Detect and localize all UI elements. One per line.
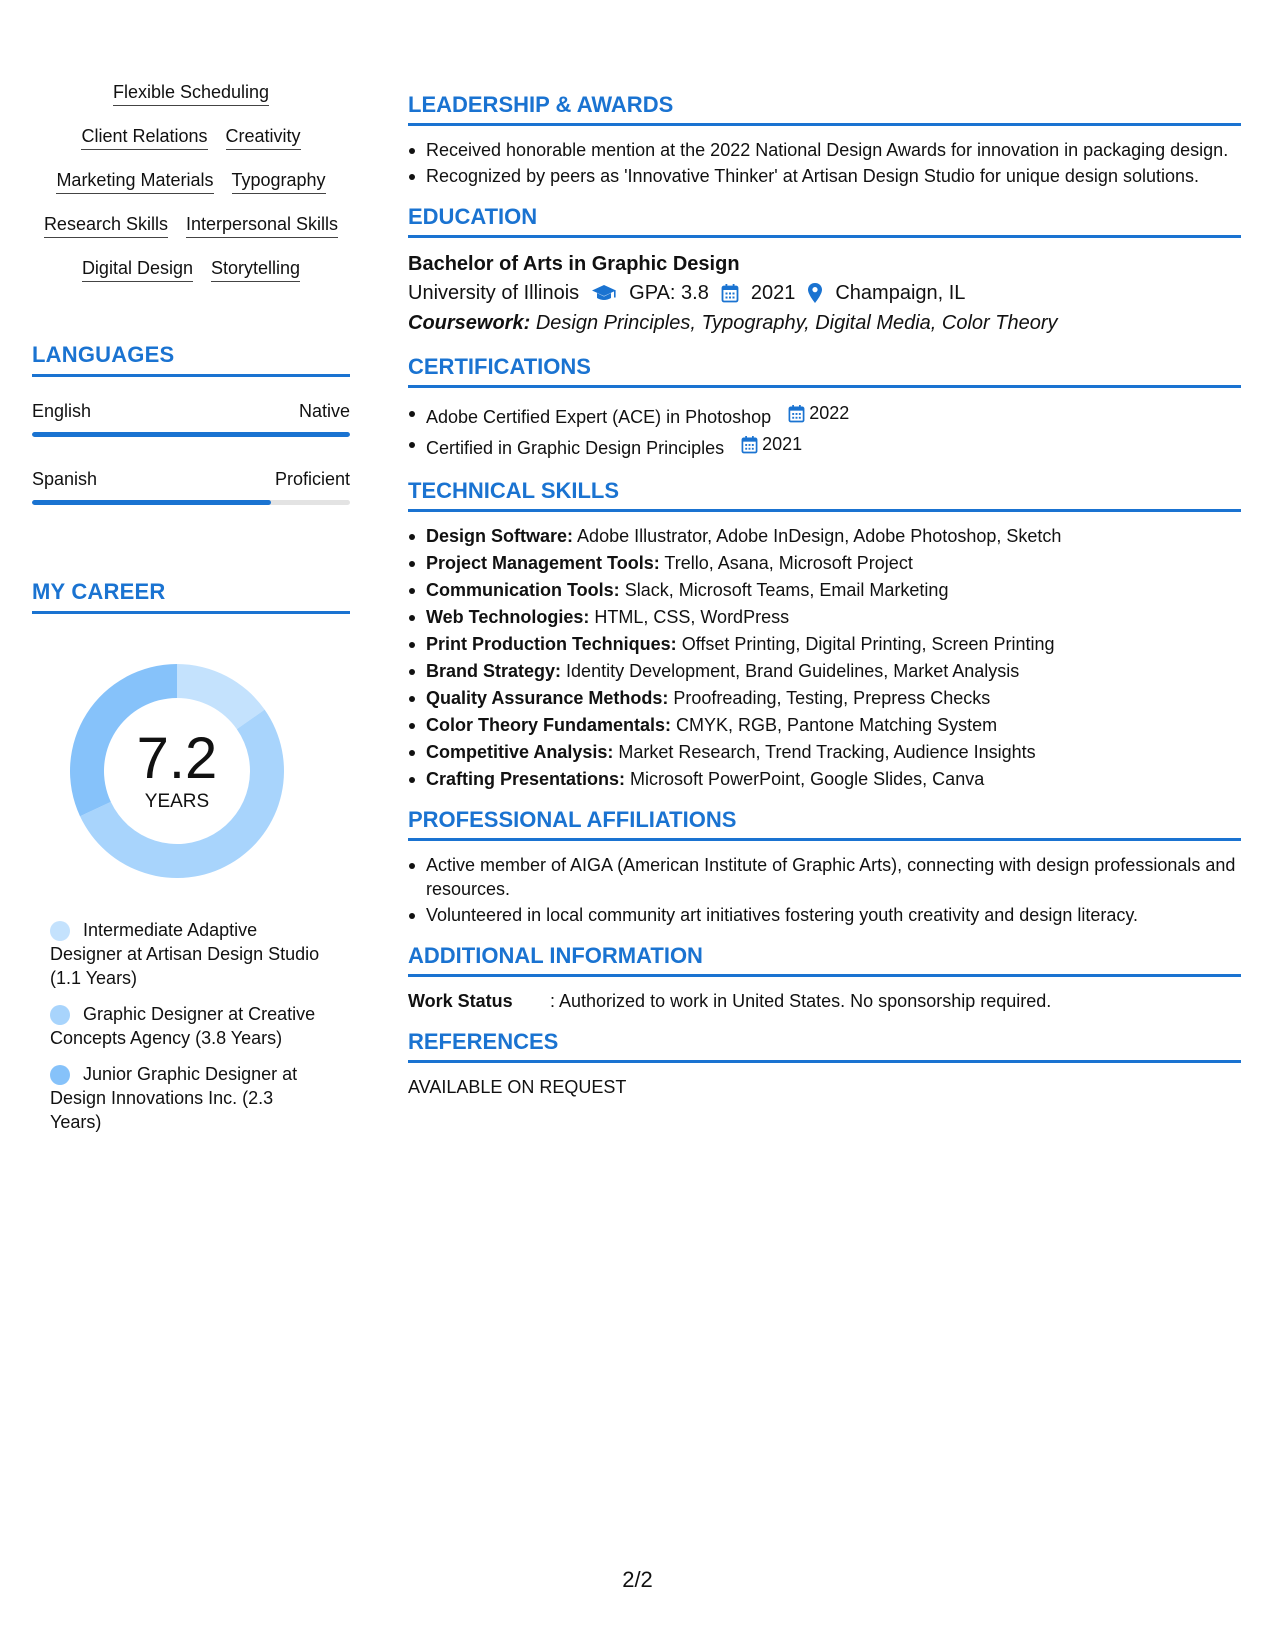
career-legend-item xyxy=(50,1002,322,1050)
list-item: Volunteered in local community art initiatives fostering youth creativity and design literacy. xyxy=(408,903,1241,927)
skills-tags xyxy=(32,80,350,300)
legend-dot xyxy=(50,1005,70,1025)
career-legend xyxy=(32,918,322,1134)
coursework-value: Design Principles, Typography, Digital Media, Color Theory xyxy=(535,312,1058,334)
skill-tag: Typography xyxy=(232,168,326,194)
skill-tag: Storytelling xyxy=(211,256,300,282)
education-section xyxy=(408,204,1241,338)
calendar-icon xyxy=(721,283,739,303)
language-proficiency-fill xyxy=(32,500,271,505)
skill-values: Microsoft PowerPoint, Google Slides, Canva xyxy=(630,769,985,789)
skill-values: Identity Development, Brand Guidelines, Market Analysis xyxy=(566,661,1020,681)
list-item xyxy=(408,431,1241,462)
languages-heading: LANGUAGES xyxy=(32,342,350,377)
languages-section xyxy=(32,342,350,505)
school-name: University of Illinois xyxy=(408,282,580,304)
list-item xyxy=(408,740,1241,764)
skill-values: CMYK, RGB, Pantone Matching System xyxy=(676,715,998,735)
career-heading: MY CAREER xyxy=(32,579,350,614)
technical-skills-section xyxy=(408,478,1241,791)
skill-tag: Digital Design xyxy=(82,256,193,282)
skill-tag: Research Skills xyxy=(44,212,168,238)
career-legend-label: Intermediate Adaptive Designer at Artisan Design Studio (1.1 Years) xyxy=(50,920,320,988)
language-name: Spanish xyxy=(32,469,98,489)
additional-info-section xyxy=(408,943,1241,1013)
skill-values: Adobe Illustrator, Adobe InDesign, Adobe Photoshop, Sketch xyxy=(577,526,1062,546)
career-total-value: 7.2 xyxy=(136,726,218,791)
skills-row xyxy=(32,256,350,300)
career-total-unit: YEARS xyxy=(144,791,210,812)
skill-category: Design Software: xyxy=(426,526,574,546)
skill-tag: Creativity xyxy=(226,124,301,150)
certifications-section xyxy=(408,354,1241,462)
skill-values: HTML, CSS, WordPress xyxy=(594,607,790,627)
work-status-label: Work Status xyxy=(408,991,513,1011)
skill-tag: Interpersonal Skills xyxy=(186,212,338,238)
career-legend-label: Junior Graphic Designer at Design Innovations Inc. (2.3 Years) xyxy=(50,1064,298,1132)
technical-skills-heading: TECHNICAL SKILLS xyxy=(408,478,1241,512)
certification-name: Adobe Certified Expert (ACE) in Photoshop xyxy=(426,407,772,427)
calendar-icon xyxy=(788,404,805,423)
page-number: 2/2 xyxy=(622,1567,653,1592)
list-item xyxy=(408,551,1241,575)
references-section xyxy=(408,1029,1241,1099)
language-proficiency-bar xyxy=(32,432,350,437)
skill-values: Trello, Asana, Microsoft Project xyxy=(664,553,913,573)
list-item xyxy=(408,659,1241,683)
certifications-heading: CERTIFICATIONS xyxy=(408,354,1241,388)
skill-category: Brand Strategy: xyxy=(426,661,562,681)
skill-tag: Flexible Scheduling xyxy=(113,80,269,106)
left-column xyxy=(32,80,350,1146)
skills-row xyxy=(32,212,350,256)
education-heading: EDUCATION xyxy=(408,204,1241,238)
skill-values: Slack, Microsoft Teams, Email Marketing xyxy=(624,580,949,600)
career-legend-label: Graphic Designer at Creative Concepts Agency (3.8 Years) xyxy=(50,1004,316,1048)
coursework xyxy=(408,308,1241,338)
calendar-icon xyxy=(741,435,758,454)
list-item: Received honorable mention at the 2022 National Design Awards for innovation in packaging design. xyxy=(408,138,1241,162)
skill-category: Communication Tools: xyxy=(426,580,620,600)
skills-row xyxy=(32,168,350,212)
location-pin-icon xyxy=(807,282,823,304)
certification-year: 2022 xyxy=(809,403,850,423)
list-item: Active member of AIGA (American Institute of Graphic Arts), connecting with design professionals and resources. xyxy=(408,853,1241,901)
language-level: Native xyxy=(298,401,350,421)
skill-category: Project Management Tools: xyxy=(426,553,660,573)
affiliations-heading: PROFESSIONAL AFFILIATIONS xyxy=(408,807,1241,841)
coursework-label: Coursework: xyxy=(408,312,531,334)
work-status-value: : Authorized to work in United States. No sponsorship required. xyxy=(550,991,1052,1011)
list-item: Recognized by peers as 'Innovative Thinker' at Artisan Design Studio for unique design solutions. xyxy=(408,164,1241,188)
gpa-value: GPA: 3.8 xyxy=(629,282,709,304)
work-status-row xyxy=(408,989,1241,1013)
right-column xyxy=(408,92,1241,1115)
language-item xyxy=(32,399,350,437)
skill-category: Web Technologies: xyxy=(426,607,590,627)
skills-row xyxy=(32,80,350,124)
location-text: Champaign, IL xyxy=(835,282,966,304)
leadership-heading: LEADERSHIP & AWARDS xyxy=(408,92,1241,126)
legend-dot xyxy=(50,921,70,941)
skill-category: Competitive Analysis: xyxy=(426,742,614,762)
skill-category: Crafting Presentations: xyxy=(426,769,626,789)
skill-tag: Marketing Materials xyxy=(56,168,213,194)
language-name: English xyxy=(32,401,92,421)
legend-dot xyxy=(50,1065,70,1085)
list-item xyxy=(408,605,1241,629)
list-item xyxy=(408,686,1241,710)
references-text: AVAILABLE ON REQUEST xyxy=(408,1077,627,1097)
certification-year: 2021 xyxy=(762,434,803,454)
skill-values: Market Research, Trend Tracking, Audience Insights xyxy=(618,742,1036,762)
career-legend-item xyxy=(50,918,322,990)
language-proficiency-bar xyxy=(32,500,350,505)
list-item xyxy=(408,713,1241,737)
list-item xyxy=(408,578,1241,602)
skill-category: Quality Assurance Methods: xyxy=(426,688,669,708)
skill-values: Proofreading, Testing, Prepress Checks xyxy=(673,688,991,708)
references-heading: REFERENCES xyxy=(408,1029,1241,1063)
affiliations-section xyxy=(408,807,1241,927)
additional-info-heading: ADDITIONAL INFORMATION xyxy=(408,943,1241,977)
list-item xyxy=(408,767,1241,791)
language-level: Proficient xyxy=(274,469,350,489)
leadership-section xyxy=(408,92,1241,188)
skill-tag: Client Relations xyxy=(81,124,207,150)
degree-title: Bachelor of Arts in Graphic Design xyxy=(408,253,740,275)
graduation-year: 2021 xyxy=(750,282,796,304)
list-item xyxy=(408,632,1241,656)
skill-category: Print Production Techniques: xyxy=(426,634,677,654)
language-item xyxy=(32,467,350,505)
education-meta xyxy=(408,278,1241,308)
certification-name: Certified in Graphic Design Principles xyxy=(426,438,725,458)
career-legend-item xyxy=(50,1062,322,1134)
list-item xyxy=(408,524,1241,548)
donut-center xyxy=(62,656,292,886)
list-item xyxy=(408,400,1241,431)
graduation-cap-icon xyxy=(591,283,617,303)
skill-category: Color Theory Fundamentals: xyxy=(426,715,672,735)
skill-values: Offset Printing, Digital Printing, Screen Printing xyxy=(681,634,1055,654)
language-proficiency-fill xyxy=(32,432,350,437)
skills-row xyxy=(32,124,350,168)
career-donut-chart xyxy=(62,656,292,886)
career-section xyxy=(32,579,350,1134)
